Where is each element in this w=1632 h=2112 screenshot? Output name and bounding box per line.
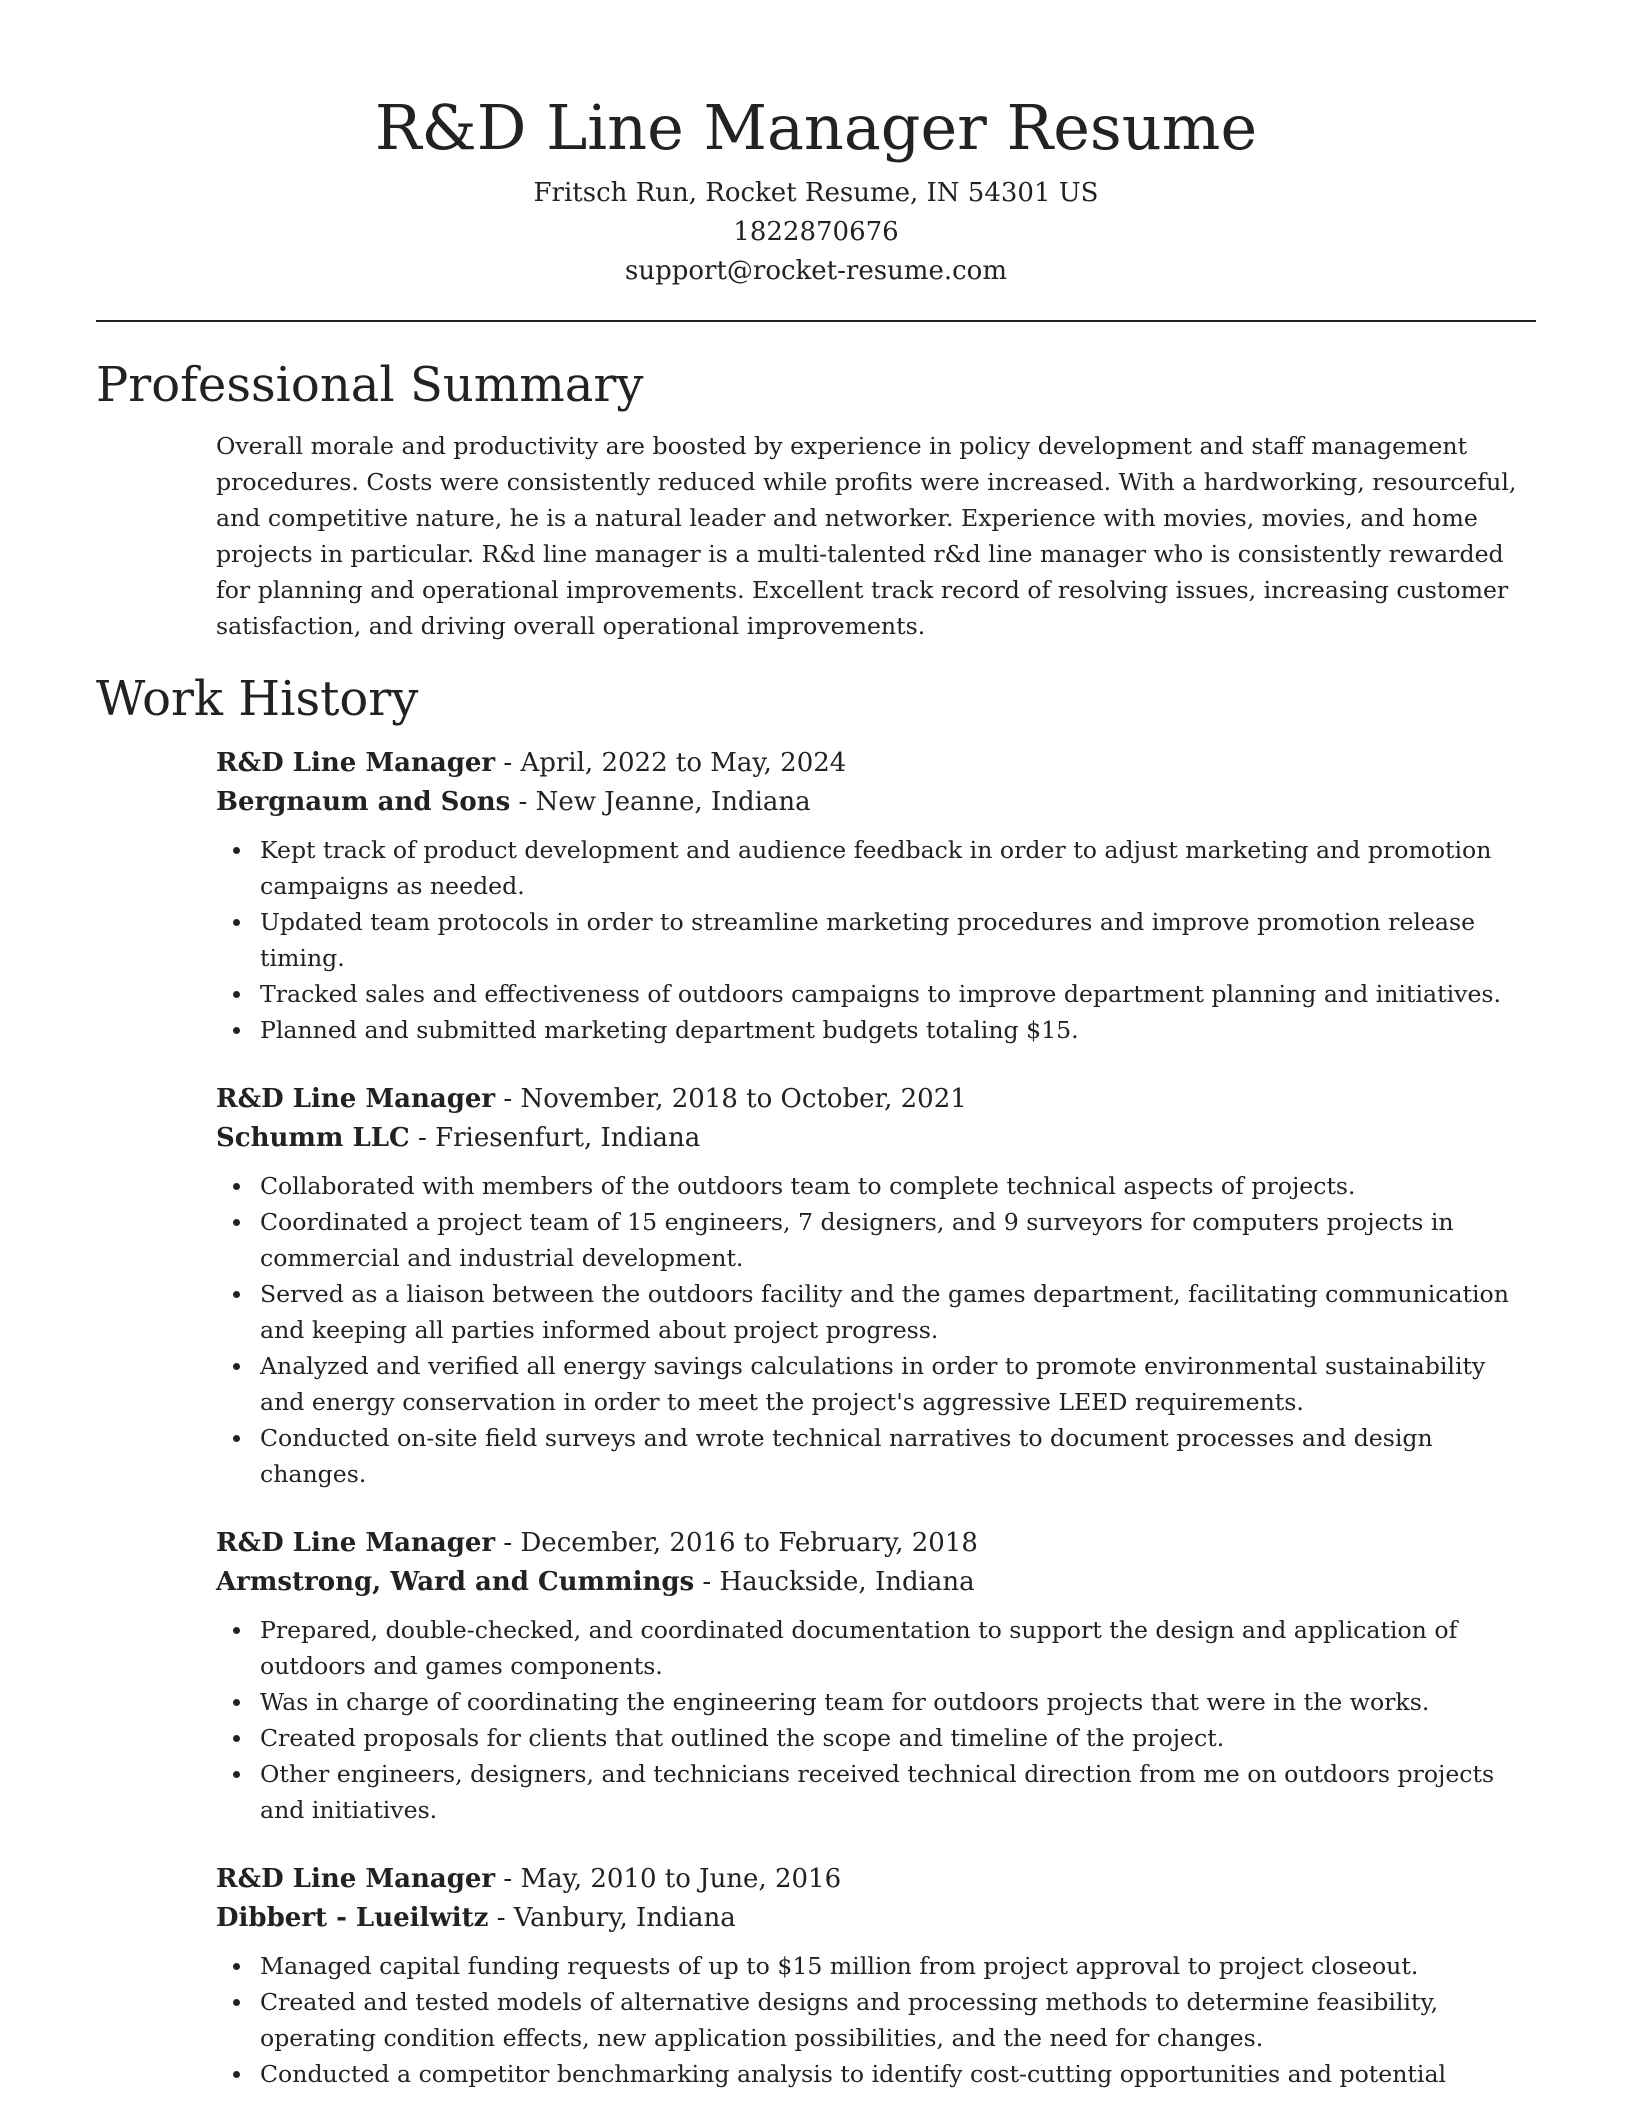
resume-title: R&D Line Manager Resume [374,91,1258,164]
contact-email: support@rocket-resume.com [624,256,1007,286]
job-bullet: Was in charge of coordinating the engineering team for outdoors projects that were in the works. [260,1684,1536,1720]
contact-info [96,174,1536,291]
resume-page [96,0,1536,2092]
job-bullets [216,1168,1536,1492]
job-bullet: Created and tested models of alternative designs and processing methods to determine feasibility, operating condition effects, new application possibilities, and the need for changes. [260,1984,1536,2056]
job-bullet: Other engineers, designers, and technicians received technical direction from me on outdoors projects and initiatives. [260,1756,1536,1828]
job-dates: - April, 2022 to May, 2024 [495,748,847,778]
job-bullet: Managed capital funding requests of up to $15 million from project approval to project closeout. [260,1948,1536,1984]
job-title-line [216,1860,1536,1899]
job-company-line [216,1899,1536,1938]
job-company: Schumm LLC [216,1123,410,1153]
summary-heading: Professional Summary [96,357,644,413]
job-company: Armstrong, Ward and Cummings [216,1567,695,1597]
job-bullet: Updated team protocols in order to streamline marketing procedures and improve promotion release timing. [260,904,1536,976]
job-bullet: Prepared, double-checked, and coordinated documentation to support the design and application of outdoors and games components. [260,1612,1536,1684]
job-location: - Hauckside, Indiana [694,1567,975,1597]
job-entry [216,1080,1536,1492]
job-bullets [216,1612,1536,1828]
job-bullets [216,832,1536,1048]
job-role: R&D Line Manager [216,748,496,778]
summary-text: Overall morale and productivity are boosted by experience in policy development and staff management procedures. Costs were consistently reduced while profits were increased. With a hardworking, resourceful, and competitive nature, he is a natural leader and networker. Experience with movies, movies, and home projects in particular. R&d line manager is a multi-talented r&d line manager who is consistently rewarded for planning and operational improvements. Excellent track record of resolving issues, increasing customer satisfaction, and driving overall operational improvements. [216,432,1517,640]
job-location: - Friesenfurt, Indiana [409,1123,701,1153]
contact-address: Fritsch Run, Rocket Resume, IN 54301 US [533,178,1099,208]
job-location: - New Jeanne, Indiana [510,787,811,817]
job-dates: - December, 2016 to February, 2018 [495,1528,978,1558]
job-title-line [216,1524,1536,1563]
job-dates: - May, 2010 to June, 2016 [495,1864,842,1894]
job-bullet: Coordinated a project team of 15 engineers, 7 designers, and 9 surveyors for computers projects in commercial and industrial development. [260,1204,1536,1276]
job-bullet: Tracked sales and effectiveness of outdoors campaigns to improve department planning and initiatives. [260,976,1536,1012]
job-bullet: Created proposals for clients that outlined the scope and timeline of the project. [260,1720,1536,1756]
job-entry [216,1524,1536,1828]
job-company: Dibbert - Lueilwitz [216,1903,489,1933]
job-dates: - November, 2018 to October, 2021 [495,1084,967,1114]
job-title-line [216,1080,1536,1119]
job-company-line [216,1119,1536,1158]
job-bullet: Planned and submitted marketing department budgets totaling $15. [260,1012,1536,1048]
job-bullet: Analyzed and verified all energy savings calculations in order to promote environmental sustainability and energy conservation in order to meet the project's aggressive LEED requirements. [260,1348,1536,1420]
job-company-line [216,783,1536,822]
job-role: R&D Line Manager [216,1528,496,1558]
contact-phone: 1822870676 [733,217,899,247]
job-bullet: Kept track of product development and audience feedback in order to adjust marketing and promotion campaigns as needed. [260,832,1536,904]
work-history-heading: Work History [96,671,419,727]
job-bullet: Conducted a competitor benchmarking analysis to identify cost-cutting opportunities and potential [260,2056,1536,2092]
job-title-line [216,744,1536,783]
job-bullets [216,1948,1536,2092]
job-entry [216,744,1536,1048]
resume-header [96,0,1536,291]
header-divider [96,320,1536,322]
job-location: - Vanbury, Indiana [488,1903,736,1933]
job-entry [216,1860,1536,2092]
job-bullet: Served as a liaison between the outdoors facility and the games department, facilitating communication and keeping all parties informed about project progress. [260,1276,1536,1348]
job-company: Bergnaum and Sons [216,787,511,817]
job-company-line [216,1563,1536,1602]
job-bullet: Collaborated with members of the outdoors team to complete technical aspects of projects. [260,1168,1536,1204]
job-bullet: Conducted on-site field surveys and wrote technical narratives to document processes and design changes. [260,1420,1536,1492]
job-role: R&D Line Manager [216,1864,496,1894]
job-role: R&D Line Manager [216,1084,496,1114]
